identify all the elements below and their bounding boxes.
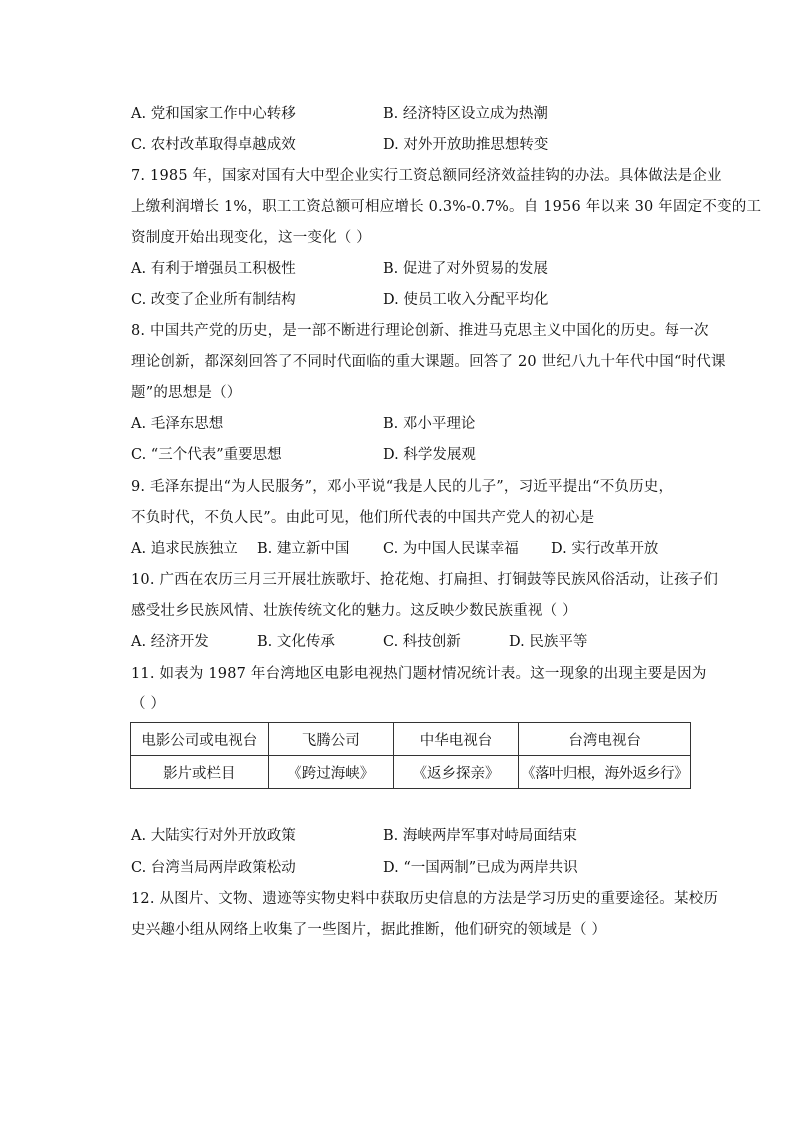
table-cell: 《跨过海峡》 — [268, 756, 393, 789]
q9-stem-line-2: 不负时代，不负人民”。由此可见，他们所代表的中国共产党人的初心是 — [131, 510, 595, 526]
q11-option-a: A. 大陆实行对外开放政策 — [131, 828, 296, 844]
q10-stem-line-1: 10. 广西在农历三月三开展壮族歌圩、抢花炮、打扁担、打铜鼓等民族风俗活动，让孩子们 — [131, 572, 719, 588]
q7-option-d: D. 使员工收入分配平均化 — [383, 292, 549, 308]
q7-option-c: C. 改变了企业所有制结构 — [131, 292, 296, 308]
table-header-cell: 电影公司或电视台 — [131, 723, 269, 756]
table-header-cell: 台湾电视台 — [519, 723, 691, 756]
q6-option-a: A. 党和国家工作中心转移 — [131, 106, 296, 122]
q11-option-c: C. 台湾当局两岸政策松动 — [131, 860, 296, 876]
q9-option-b: B. 建立新中国 — [257, 541, 350, 557]
q11-table — [130, 722, 691, 789]
table-cell: 《返乡探亲》 — [393, 756, 518, 789]
q10-option-b: B. 文化传承 — [257, 634, 335, 650]
q7-stem-line-3: 资制度开始出现变化，这一变化（ ） — [131, 230, 372, 246]
q8-stem-line-3: 题”的思想是（） — [131, 385, 242, 401]
q12-stem-line-1: 12. 从图片、文物、遗迹等实物史料中获取历史信息的方法是学习历史的重要途径。某校历 — [131, 891, 719, 907]
q7-stem-line-1: 7. 1985 年，国家对国有大中型企业实行工资总额同经济效益挂钩的办法。具体做法是企业 — [131, 168, 722, 184]
q8-option-b: B. 邓小平理论 — [383, 416, 476, 432]
q12-stem-line-2: 史兴趣小组从网络上收集了一些图片，据此推断，他们研究的领域是（ ） — [131, 922, 607, 938]
table-header-cell: 飞腾公司 — [268, 723, 393, 756]
q9-option-d: D. 实行改革开放 — [551, 541, 659, 557]
q11-table-header-row — [131, 723, 691, 756]
q8-stem-line-2: 理论创新，都深刻回答了不同时代面临的重大课题。回答了 20 世纪八九十年代中国“时代课 — [131, 354, 726, 370]
q8-option-d: D. 科学发展观 — [383, 447, 476, 463]
q7-option-b: B. 促进了对外贸易的发展 — [383, 261, 548, 277]
q6-option-d: D. 对外开放助推思想转变 — [383, 137, 549, 153]
q6-option-c: C. 农村改革取得卓越成效 — [131, 137, 296, 153]
q11-stem-line-1: 11. 如表为 1987 年台湾地区电影电视热门题材情况统计表。这一现象的出现主要是因为 — [131, 666, 707, 682]
q11-option-d: D. “一国两制”已成为两岸共识 — [383, 860, 578, 876]
q10-stem-line-2: 感受壮乡民族风情、壮族传统文化的魅力。这反映少数民族重视（ ） — [131, 603, 577, 619]
q8-option-c: C. “三个代表”重要思想 — [131, 447, 282, 463]
q9-stem-line-1: 9. 毛泽东提出“为人民服务”，邓小平说“我是人民的儿子”，习近平提出“不负历史， — [131, 479, 674, 495]
q7-option-a: A. 有利于增强员工积极性 — [131, 261, 296, 277]
table-cell: 《落叶归根，海外返乡行》 — [519, 756, 691, 789]
q9-option-a: A. 追求民族独立 — [131, 541, 238, 557]
q10-option-d: D. 民族平等 — [509, 634, 588, 650]
q8-stem-line-1: 8. 中国共产党的历史，是一部不断进行理论创新、推进马克思主义中国化的历史。每一次 — [131, 323, 709, 339]
q8-option-a: A. 毛泽东思想 — [131, 416, 224, 432]
q6-option-b: B. 经济特区设立成为热潮 — [383, 106, 548, 122]
q9-option-c: C. 为中国人民谋幸福 — [383, 541, 519, 557]
q11-stem-line-2: （ ） — [131, 696, 166, 712]
q10-option-a: A. 经济开发 — [131, 634, 209, 650]
table-cell: 影片或栏目 — [131, 756, 269, 789]
table-header-cell: 中华电视台 — [393, 723, 518, 756]
q7-stem-line-2: 上缴利润增长 1%，职工工资总额可相应增长 0.3%-0.7%。自 1956 年以来 30 年固定不变的工 — [131, 199, 762, 215]
q11-table-row — [131, 756, 691, 789]
q11-option-b: B. 海峡两岸军事对峙局面结束 — [383, 828, 577, 844]
q10-option-c: C. 科技创新 — [383, 634, 461, 650]
